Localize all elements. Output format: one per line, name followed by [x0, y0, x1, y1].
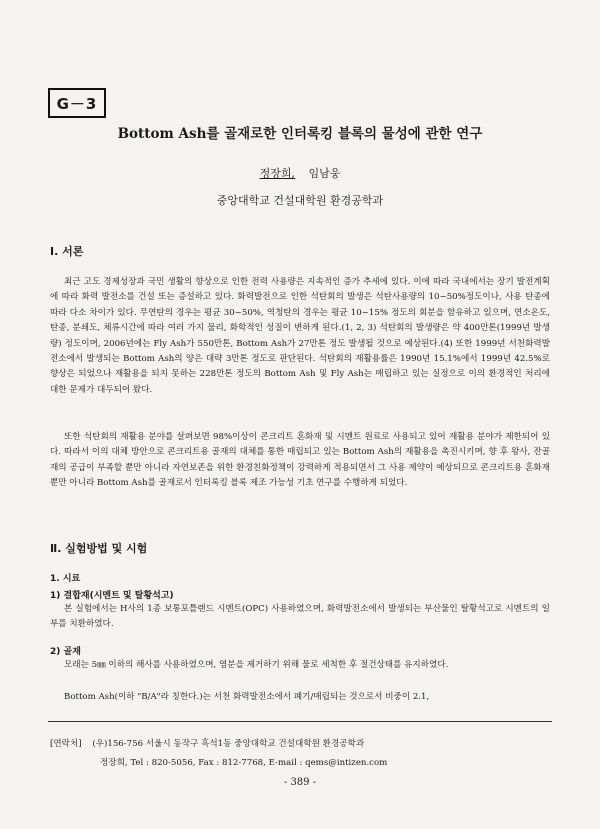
subsection-heading-samples: 1. 시료	[50, 574, 81, 584]
contact-address: (우)156-756 서울시 동작구 흑석1동 중앙대학교 건설대학원 환경공학과	[92, 739, 365, 749]
section-heading-introduction: Ⅰ. 서론	[50, 245, 84, 258]
contact-line-1	[50, 737, 364, 749]
page-number: - 389 -	[283, 777, 317, 788]
paper-code-box: G－3	[48, 88, 106, 118]
author-2: 임남웅	[308, 167, 341, 180]
intro-paragraph-2: 또한 석탄회의 재활용 분야를 살펴보면 98%이상이 콘크리트 혼화재 및 시멘트 원료로 사용되고 있어 재활용 분야가 제한되어 있다. 따라서 이의 대체 방안으로 콘크리트용 골재의 대체를 통한 매립되고 있는 Bottom Ash의 재활용을 촉진시키며, 향 후 왕사, 잔골재의 공급이 부족할 뿐만 아니라 자연보존을 위한 환경친화정책이 강력하게 적용되면서 그 사용 제약이 예상되므로 콘크리트용 혼화재 뿐만 아니라 Bottom Ash를 골재로서 인터록킹 블록 제조 가능성 기초 연구를 수행하게 되었다.	[50, 432, 550, 489]
aggregate-paragraph: 모래는 5㎜ 이하의 해사를 사용하였으며, 염분을 제거하기 위해 물로 세척한 후 절건상태를 유지하였다.	[64, 660, 449, 670]
subsection-heading-aggregate: 2) 골재	[50, 647, 81, 657]
bottom-ash-paragraph: Bottom Ash(이하 "B/A"라 칭한다.)는 서천 화력발전소에서 폐기/매립되는 것으로서 비중이 2.1,	[64, 692, 430, 702]
author-1: 정장희,	[259, 167, 295, 180]
paper-title: Bottom Ash를 골재로한 인터록킹 블록의 물성에 관한 연구	[117, 126, 483, 142]
intro-paragraph-1: 최근 고도 경제성장과 국민 생활의 향상으로 인한 전력 사용량은 지속적인 증가 추세에 있다. 이에 따라 국내에서는 장기 발전계획에 따라 화력 발전소를 건설 또는 증설하고 있다. 화력발전으로 인한 석탄회의 발생은 석탄사용량의 10~50%정도이나, 사용 탄종에 따라 다소 차이가 있다. 무연탄의 경우는 평균 30~50%, 역청탄의 경우는 평균 10~15% 정도의 회분을 함유하고 있으며, 연소온도, 탄종, 분쇄도, 체류시간에 따라 여러 가지 물리, 화학적인 성질이 변하게 된다.(1, 2, 3) 석탄회의 발생량은 약 400만톤(1999년 발생량) 정도이며, 2006년에는 Fly Ash가 550만톤, Bottom Ash가 27만톤 정도 발생될 것으로 예상된다.(4) 또한 1999년 서천화력발전소에서 발생되는 Bottom Ash의 양은 대략 3만톤 정도로 판단된다. 석탄회의 재활용률은 1990년 15.1%에서 1999년 42.5%로 향상은 되었으나 재활용을 되지 못하는 228만톤 정도의 Bottom Ash 및 Fly Ash는 매립하고 있는 실정으로 이의 환경적인 처리에 대한 문제가 대두되어 왔다.	[50, 277, 550, 395]
authors-line	[0, 165, 600, 181]
section-heading-methods: Ⅱ. 실험방법 및 시험	[50, 542, 148, 555]
affiliation: 중앙대학교 건설대학원 환경공학과	[216, 194, 384, 207]
contact-label: [연락처]	[50, 739, 82, 749]
footer-divider	[48, 721, 552, 722]
subsection-heading-binder: 1) 결합재(시멘트 및 탈황석고)	[50, 591, 174, 601]
contact-line-2: 정장희, Tel : 820-5056, Fax : 812-7768, E-mail : qems@intizen.com	[100, 758, 388, 768]
binder-paragraph: 본 실험에서는 H사의 1종 보통포틀랜드 시멘트(OPC) 사용하였으며, 화력발전소에서 발생되는 부산물인 탈황석고로 시멘트의 일부를 치환하였다.	[50, 604, 550, 630]
